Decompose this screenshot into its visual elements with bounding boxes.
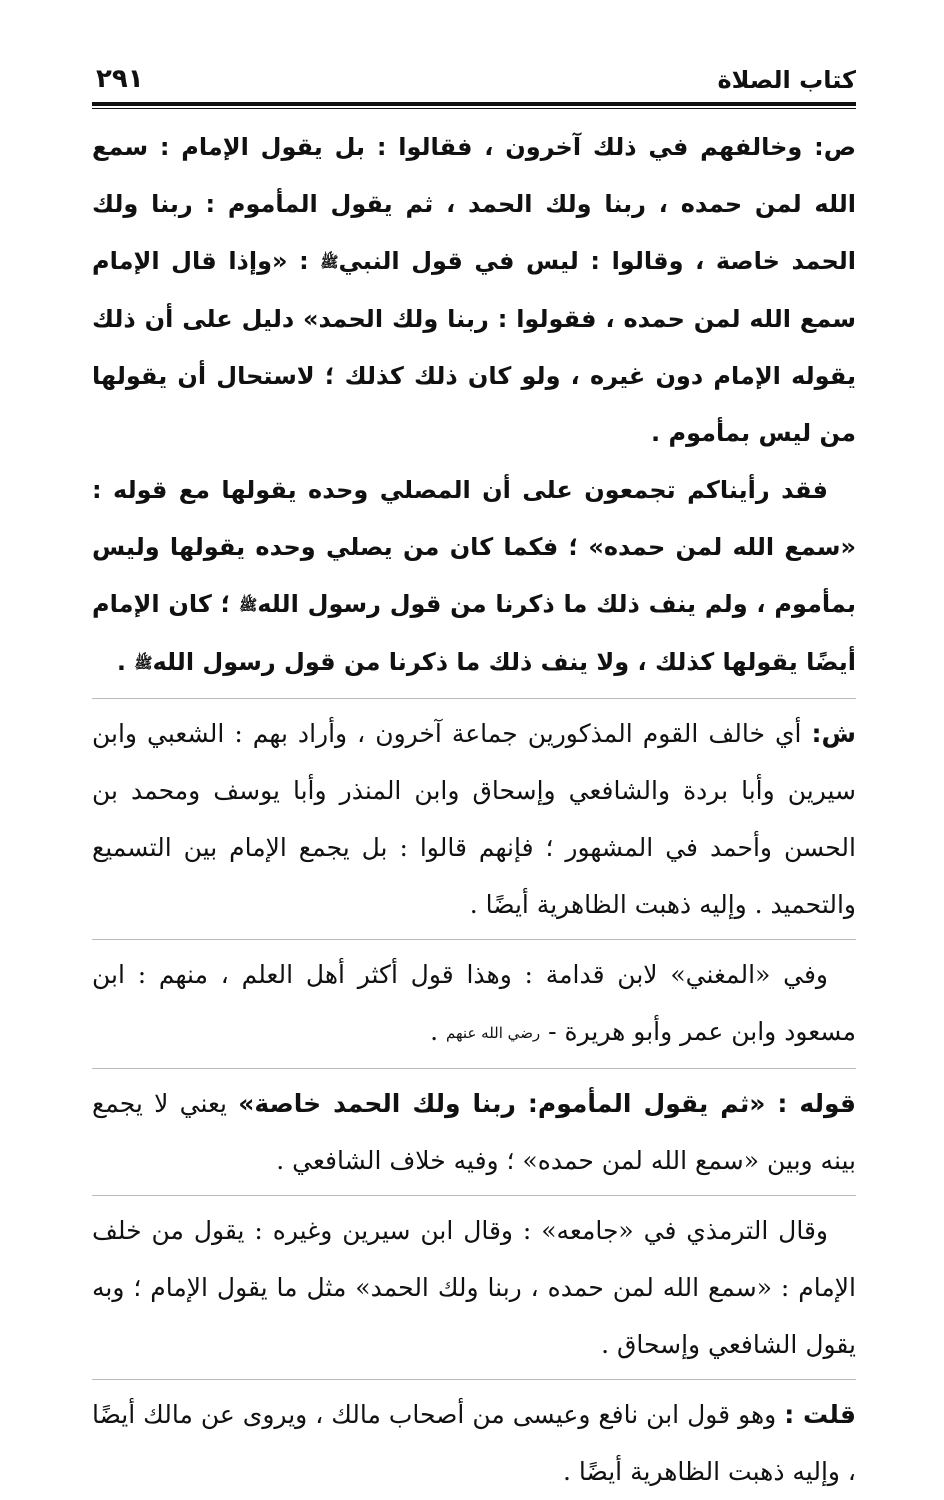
sharh-text: يعني لا يجمع بينه وبين «سمع الله لمن حمده» ؛ وفيه خلاف الشافعي . (92, 1089, 856, 1175)
sharh-text: . (430, 1017, 447, 1046)
radiyallah-honorific: رضي الله عنهم (446, 1024, 541, 1042)
sharh-text: وقال الترمذي في «جامعه» : وقال ابن سيرين وغيره : يقول من خلف الإمام : «سمع الله لمن حمده ، ربنا ولك الحمد» مثل ما يقول الإمام ؛ وبه يقول الشافعي وإسحاق . (92, 1216, 856, 1359)
running-header (92, 44, 856, 94)
qultu-lead: قلت : (784, 1400, 856, 1429)
qawluhu-lead: قوله : «ثم يقول المأموم: ربنا ولك الحمد خاصة» (238, 1089, 856, 1118)
sharh-paragraph-1 (92, 705, 856, 933)
sharh-text: وفي «المغني» لابن قدامة : وهذا قول أكثر أهل العلم ، منهم : ابن مسعود وابن عمر وأبو هريرة - (92, 960, 856, 1046)
sharh-lead-shin: ش: (811, 719, 856, 748)
matn-text: : «وإذا قال الإمام سمع الله لمن حمده ، فقولوا : ربنا ولك الحمد» دليل على أن ذلك يقوله الإمام دون غيره ، ولو كان ذلك كذلك ؛ لاستحال أن يقولها من ليس بمأموم . (92, 247, 856, 447)
section-divider (92, 939, 856, 940)
page-body (92, 119, 856, 1500)
page-number: ٢٩١ (96, 64, 144, 94)
salawat-honorific: ﷺ (239, 596, 258, 614)
salawat-honorific: ﷺ (134, 654, 153, 672)
matn-text: ؛ كان الإمام أيضًا يقولها كذلك ، ولا ينف ذلك ما ذكرنا من قول رسول الله (92, 590, 856, 676)
sharh-paragraph-2 (92, 946, 856, 1062)
matn-paragraph-1 (92, 119, 856, 462)
section-divider (92, 1195, 856, 1196)
salawat-honorific: ﷺ (320, 253, 339, 271)
sharh-text: وهو قول ابن نافع وعيسى من أصحاب مالك ، ويروى عن مالك أيضًا ، وإليه ذهبت الظاهرية أيضًا . (92, 1400, 856, 1486)
matn-paragraph-2 (92, 462, 856, 692)
chapter-title: كتاب الصلاة (717, 66, 856, 94)
sharh-paragraph-3 (92, 1075, 856, 1189)
sharh-paragraph-4 (92, 1202, 856, 1373)
sharh-paragraph-5 (92, 1386, 856, 1500)
sharh-text: أي خالف القوم المذكورين جماعة آخرون ، وأراد بهم : الشعبي وابن سيرين وأبا بردة والشافعي وإسحاق وابن المنذر وأبا يوسف ومحمد بن الحسن وأحمد في المشهور ؛ فإنهم قالوا : بل يجمع الإمام بين التسميع والتحميد . وإليه ذهبت الظاهرية أيضًا . (92, 719, 856, 919)
section-divider (92, 1068, 856, 1069)
header-rule-thin (92, 108, 856, 109)
header-rule-thick (92, 102, 856, 106)
section-divider (92, 1379, 856, 1380)
matn-lead-sad: ص: (814, 133, 856, 161)
matn-text: وخالفهم في ذلك آخرون ، فقالوا : بل يقول الإمام : سمع الله لمن حمده ، ربنا ولك الحمد ، ثم يقول المأموم : ربنا ولك الحمد خاصة ، وقالوا : ليس في قول النبي (92, 133, 856, 275)
section-divider (92, 698, 856, 699)
matn-text: فقد رأيناكم تجمعون على أن المصلي وحده يقولها مع قوله : «سمع الله لمن حمده» ؛ فكما كان من يصلي وحده يقولها وليس بمأموم ، ولم ينف ذلك ما ذكرنا من قول رسول الله (92, 476, 856, 618)
matn-text: . (116, 648, 135, 676)
